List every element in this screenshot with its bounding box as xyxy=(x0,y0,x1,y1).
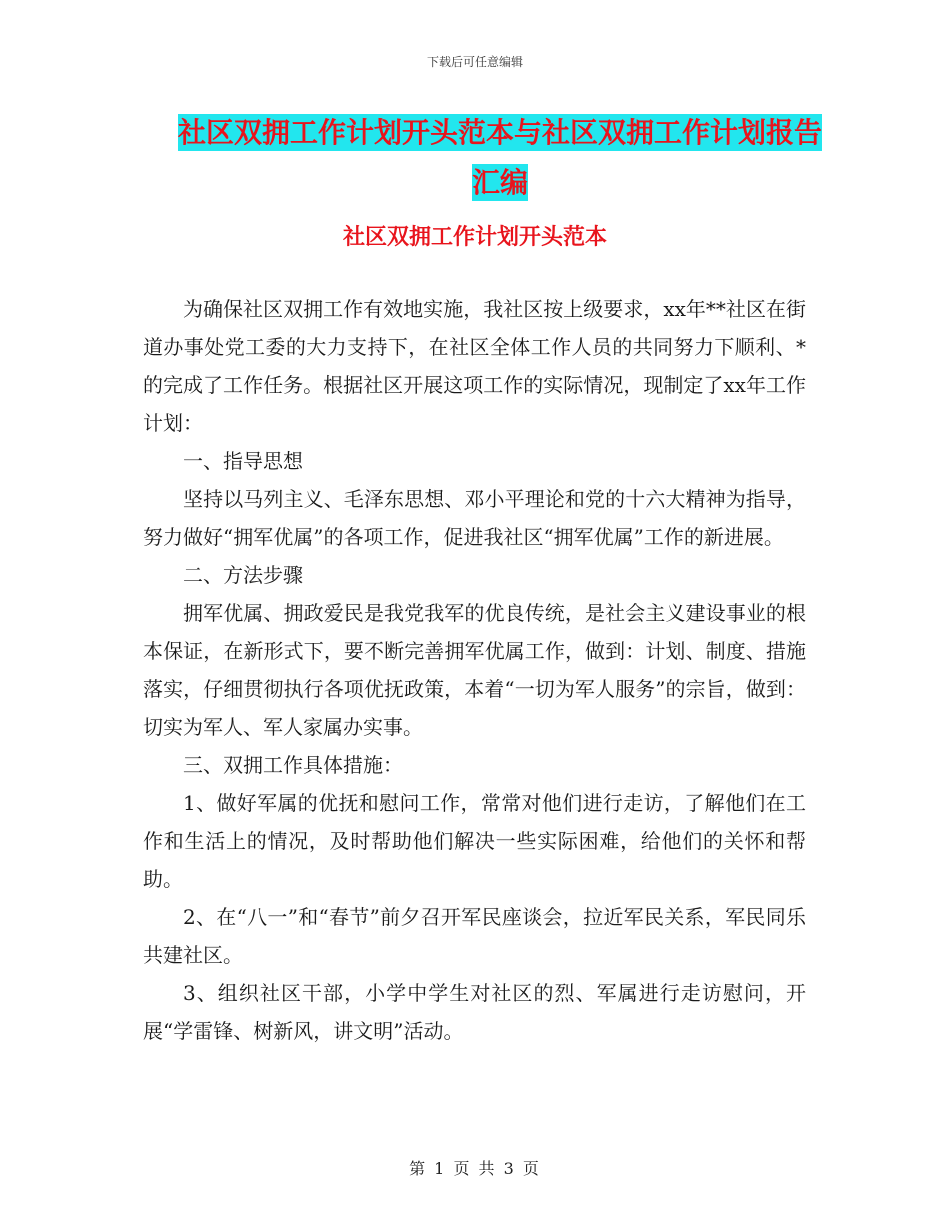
document-title-line-1: 社区双拥工作计划开头范本与社区双拥工作计划报告 xyxy=(177,116,822,149)
paragraph-measure-1: 1、做好军属的优抚和慰问工作，常常对他们进行走访，了解他们在工作和生活上的情况，及时帮助他们解决一些实际困难，给他们的关怀和帮助。 xyxy=(143,791,806,891)
section-title: 社区双拥工作计划开头范本 xyxy=(342,224,607,250)
paragraph-measure-3: 3、组织社区干部，小学中学生对社区的烈、军属进行走访慰问，开展“学雷锋、树新风，讲文明”活动。 xyxy=(143,981,806,1043)
paragraph-measure-2: 2、在“八一”和“春节”前夕召开军民座谈会，拉近军民关系，军民同乐共建社区。 xyxy=(143,905,806,967)
paragraph-guiding-thought: 坚持以马列主义、毛泽东思想、邓小平理论和党的十六大精神为指导，努力做好“拥军优属”的各项工作，促进我社区“拥军优属”工作的新进展。 xyxy=(143,487,806,549)
page-header-note: 下载后可任意编辑 xyxy=(426,55,523,69)
heading-specific-measures: 三、双拥工作具体措施： xyxy=(183,753,403,777)
heading-guiding-thought: 一、指导思想 xyxy=(183,449,303,473)
heading-method-steps: 二、方法步骤 xyxy=(183,563,303,587)
page-number: 第 1 页 共 3 页 xyxy=(409,1159,541,1178)
paragraph-intro: 为确保社区双拥工作有效地实施，我社区按上级要求，xx年**社区在街道办事处党工委的大力支持下，在社区全体工作人员的共同努力下顺利、*的完成了工作任务。根据社区开展这项工作的实际情况，现制定了xx年工作计划： xyxy=(143,297,806,435)
paragraph-method-steps: 拥军优属、拥政爱民是我党我军的优良传统，是社会主义建设事业的根本保证，在新形式下，要不断完善拥军优属工作，做到：计划、制度、措施落实，仔细贯彻执行各项优抚政策，本着“一切为军人服务”的宗旨，做到：切实为军人、军人家属办实事。 xyxy=(143,601,806,739)
document-body xyxy=(143,290,806,1050)
document-title xyxy=(140,108,860,208)
document-title-line-2: 汇编 xyxy=(471,166,528,199)
